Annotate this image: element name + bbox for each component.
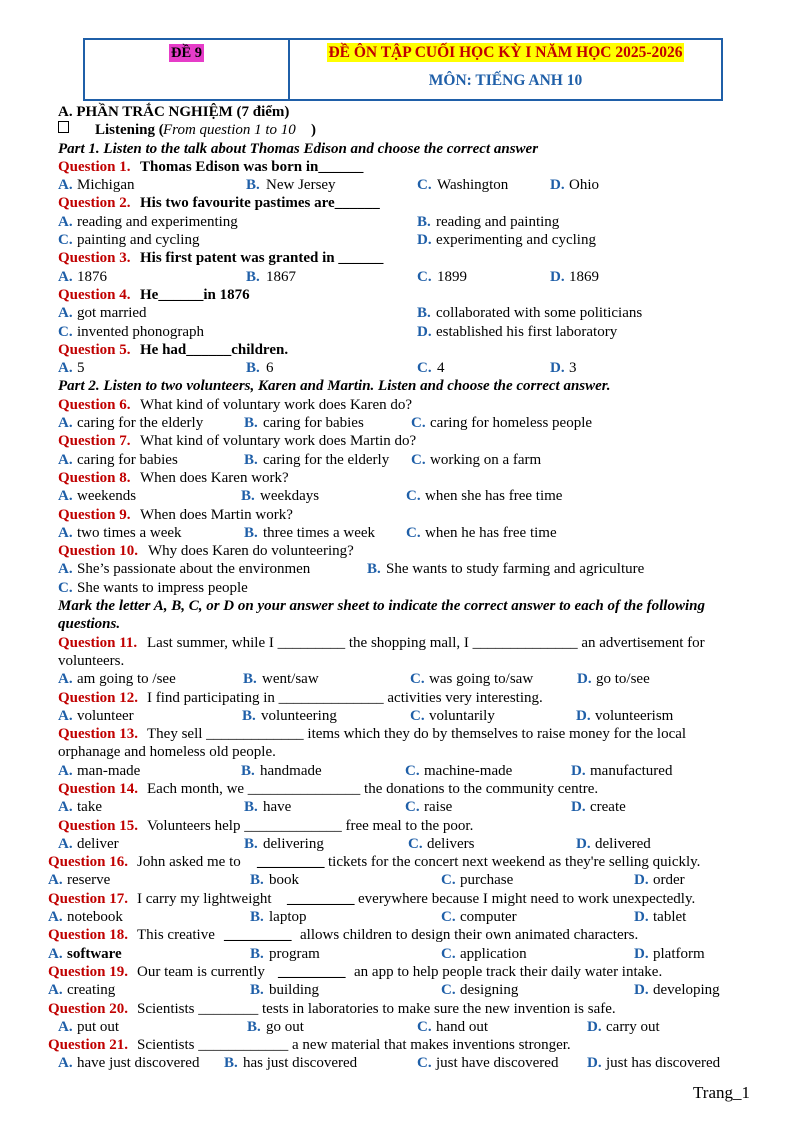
text-segment: 1899 <box>437 268 467 285</box>
text-segment: just have discovered <box>436 1055 559 1072</box>
text-segment: caring for babies <box>263 415 364 432</box>
text-segment: 1867 <box>266 268 296 285</box>
option-letter: B. <box>246 360 260 377</box>
option-letter: C. <box>417 360 432 377</box>
text-line <box>0 560 794 578</box>
checkbox-icon <box>58 121 69 133</box>
text-line <box>0 140 794 158</box>
question-number: Question 15. <box>58 817 139 834</box>
text-line <box>0 158 794 176</box>
option-letter: C. <box>405 799 420 816</box>
option-letter: D. <box>587 1055 602 1072</box>
text-line <box>0 1036 794 1054</box>
text-line <box>0 213 794 231</box>
option-letter: B. <box>417 213 431 230</box>
text-segment: His two favourite pastimes are______ <box>140 195 380 212</box>
text-line <box>0 670 794 688</box>
option-letter: A. <box>48 945 63 962</box>
text-line <box>0 835 794 853</box>
option-letter: A. <box>58 177 73 194</box>
option-letter: A. <box>58 762 73 779</box>
exam-subject: MÔN: TIẾNG ANH 10 <box>428 72 583 89</box>
text-segment: manufactured <box>590 762 673 779</box>
text-segment: weekends <box>77 488 137 505</box>
option-letter: C. <box>441 909 456 926</box>
option-letter: D. <box>417 232 432 249</box>
text-segment: He had______children. <box>140 341 289 358</box>
text-segment: She wants to impress people <box>77 579 248 596</box>
option-letter: D. <box>577 671 592 688</box>
question-number: Question 4. <box>58 286 131 303</box>
text-segment: painting and cycling <box>77 232 200 249</box>
text-segment: From question 1 to 10 <box>163 122 296 139</box>
text-line <box>0 377 794 395</box>
text-segment: laptop <box>269 909 307 926</box>
text-segment: New Jersey <box>266 177 336 194</box>
text-line <box>0 890 794 908</box>
option-letter: C. <box>411 451 426 468</box>
text-segment: program <box>269 945 320 962</box>
text-segment: two times a week <box>77 524 182 541</box>
option-letter: D. <box>634 872 649 889</box>
text-line <box>0 615 794 633</box>
option-letter: A. <box>48 872 63 889</box>
text-segment: three times a week <box>263 524 376 541</box>
text-line <box>0 103 794 121</box>
option-letter: A. <box>58 671 73 688</box>
text-segment: purchase <box>460 872 514 889</box>
option-letter: B. <box>250 909 264 926</box>
text-line <box>0 304 794 322</box>
question-number: Question 5. <box>58 341 131 358</box>
question-number: Question 12. <box>58 689 139 706</box>
text-segment: handmade <box>260 762 322 779</box>
option-letter: A. <box>48 982 63 999</box>
option-letter: B. <box>250 872 264 889</box>
text-line <box>0 231 794 249</box>
question-number: Question 16. <box>48 854 129 871</box>
text-segment: established his first laboratory <box>436 323 618 340</box>
text-segment: caring for the elderly <box>77 415 204 432</box>
text-segment: John asked me to <box>137 854 241 871</box>
option-letter: A. <box>58 360 73 377</box>
text-segment: Each month, we _______________ the donations to the community centre. <box>147 780 599 797</box>
option-letter: C. <box>441 982 456 999</box>
text-segment: Why does Karen do volunteering? <box>148 543 354 560</box>
option-letter: C. <box>417 177 432 194</box>
text-segment: allows children to design their own animated characters. <box>300 927 639 944</box>
option-letter: A. <box>58 707 73 724</box>
option-letter: C. <box>58 323 73 340</box>
text-segment: delivering <box>263 835 324 852</box>
text-segment: when she has free time <box>425 488 563 505</box>
text-line <box>0 634 794 652</box>
option-letter: D. <box>571 799 586 816</box>
text-line <box>0 652 794 670</box>
option-letter: A. <box>58 561 73 578</box>
text-segment: raise <box>424 799 453 816</box>
text-segment: Scientists ________ tests in laboratories to make sure the new invention is safe. <box>137 1000 616 1017</box>
text-segment: orphanage and homeless old people. <box>58 744 276 761</box>
text-segment: Volunteers help _____________ free meal to the poor. <box>147 817 474 834</box>
text-line <box>0 743 794 761</box>
option-letter: C. <box>58 579 73 596</box>
text-segment: questions. <box>58 616 121 633</box>
text-segment: book <box>269 872 299 889</box>
text-line <box>0 286 794 304</box>
option-letter: D. <box>550 360 565 377</box>
text-segment: Part 1. Listen to the talk about Thomas Edison and choose the correct answer <box>58 140 539 157</box>
text-line <box>0 762 794 780</box>
option-letter: B. <box>250 945 264 962</box>
question-number: Question 17. <box>48 890 129 907</box>
text-segment: software <box>67 945 122 962</box>
option-letter: B. <box>224 1055 238 1072</box>
option-letter: A. <box>58 451 73 468</box>
text-segment: Thomas Edison was born in______ <box>140 158 364 175</box>
text-segment: am going to /see <box>77 671 176 688</box>
text-line <box>0 268 794 286</box>
text-segment: application <box>460 945 527 962</box>
question-number: Question 7. <box>58 433 131 450</box>
text-segment: developing <box>653 982 720 999</box>
text-segment: A. PHẦN TRẮC NGHIỆM (7 điểm) <box>58 104 290 120</box>
option-letter: D. <box>576 707 591 724</box>
text-segment: 5 <box>77 360 85 377</box>
text-segment: ) <box>311 122 316 139</box>
text-segment: I carry my lightweight <box>137 890 272 907</box>
option-letter: D. <box>634 982 649 999</box>
text-segment: Ohio <box>569 177 599 194</box>
option-letter: B. <box>244 524 258 541</box>
option-letter: C. <box>411 415 426 432</box>
text-line <box>0 689 794 707</box>
question-number: Question 1. <box>58 158 131 175</box>
text-segment: put out <box>77 1018 120 1035</box>
option-letter: C. <box>406 488 421 505</box>
option-letter: D. <box>550 268 565 285</box>
option-letter: C. <box>441 945 456 962</box>
option-letter: C. <box>417 268 432 285</box>
option-letter: D. <box>571 762 586 779</box>
text-segment: They sell _____________ items which they do by themselves to raise money for the local <box>147 726 687 743</box>
text-line <box>0 121 794 139</box>
question-number: Question 14. <box>58 780 139 797</box>
question-number: Question 3. <box>58 250 131 267</box>
text-segment: invented phonograph <box>77 323 205 340</box>
text-line <box>0 780 794 798</box>
text-segment: have just discovered <box>77 1055 200 1072</box>
option-letter: B. <box>417 305 431 322</box>
option-letter: C. <box>417 1018 432 1035</box>
text-segment: weekdays <box>260 488 320 505</box>
question-number: Question 8. <box>58 469 131 486</box>
question-number: Question 21. <box>48 1037 129 1054</box>
text-line <box>0 249 794 267</box>
option-letter: A. <box>58 488 73 505</box>
text-line <box>0 432 794 450</box>
option-letter: B. <box>247 1018 261 1035</box>
text-line <box>0 579 794 597</box>
option-letter: C. <box>417 1055 432 1072</box>
text-line <box>0 725 794 743</box>
text-segment: create <box>590 799 626 816</box>
text-segment: volunteerism <box>595 707 674 724</box>
text-segment: collaborated with some politicians <box>436 305 643 322</box>
exam-title: ĐỀ ÔN TẬP CUỐI HỌC KỲ I NĂM HỌC 2025-2026 <box>328 44 683 61</box>
text-line <box>0 506 794 524</box>
text-segment: Mark the letter A, B, C, or D on your answer sheet to indicate the correct answer to each of the following <box>58 598 705 615</box>
text-segment: volunteers. <box>58 652 125 669</box>
text-segment: take <box>77 799 102 816</box>
text-line <box>0 926 794 944</box>
question-number: Question 6. <box>58 396 131 413</box>
option-letter: B. <box>246 177 260 194</box>
text-segment: I find participating in ______________ activities very interesting. <box>147 689 543 706</box>
option-letter: C. <box>410 707 425 724</box>
option-letter: D. <box>634 909 649 926</box>
text-segment: Michigan <box>77 177 135 194</box>
option-letter: B. <box>250 982 264 999</box>
text-segment: caring for homeless people <box>430 415 593 432</box>
question-number: Question 13. <box>58 726 139 743</box>
option-letter: B. <box>243 671 257 688</box>
text-line <box>0 908 794 926</box>
text-line <box>0 798 794 816</box>
option-letter: C. <box>406 524 421 541</box>
text-segment: notebook <box>67 909 123 926</box>
exam-body <box>0 103 794 1073</box>
text-segment: just has discovered <box>606 1055 721 1072</box>
text-line <box>0 707 794 725</box>
text-line <box>0 414 794 432</box>
text-segment: This creative <box>137 927 215 944</box>
option-letter: C. <box>405 762 420 779</box>
text-segment: platform <box>653 945 705 962</box>
text-segment: man-made <box>77 762 141 779</box>
text-segment: designing <box>460 982 519 999</box>
question-number: Question 19. <box>48 963 129 980</box>
text-segment: _________ <box>224 927 292 944</box>
exam-number-badge: ĐỀ 9 <box>170 45 203 61</box>
text-segment: deliver <box>77 835 119 852</box>
text-segment: an app to help people track their daily water intake. <box>354 963 663 980</box>
text-segment: got married <box>77 305 147 322</box>
option-letter: A. <box>58 305 73 322</box>
text-segment: building <box>269 982 320 999</box>
text-segment: Listening ( <box>95 122 164 139</box>
text-line <box>0 1018 794 1036</box>
option-letter: B. <box>244 799 258 816</box>
option-letter: B. <box>367 561 381 578</box>
text-segment: _________ <box>257 854 325 871</box>
text-line <box>0 542 794 560</box>
text-segment: When does Martin work? <box>140 506 293 523</box>
text-segment: 1869 <box>569 268 599 285</box>
text-line <box>0 597 794 615</box>
text-segment: Our team is currently <box>137 963 265 980</box>
question-number: Question 2. <box>58 195 131 212</box>
option-letter: A. <box>58 1018 73 1035</box>
text-line <box>0 945 794 963</box>
text-segment: volunteering <box>261 707 337 724</box>
text-segment: go to/see <box>596 671 650 688</box>
option-letter: A. <box>58 835 73 852</box>
text-segment: delivered <box>595 835 651 852</box>
text-segment: caring for the elderly <box>263 451 390 468</box>
option-letter: C. <box>441 872 456 889</box>
option-letter: A. <box>58 415 73 432</box>
text-line <box>0 817 794 835</box>
exam-title-cell <box>290 40 721 99</box>
text-line <box>0 871 794 889</box>
text-segment: _________ <box>278 963 346 980</box>
option-letter: D. <box>576 835 591 852</box>
option-letter: B. <box>244 451 258 468</box>
text-line <box>0 341 794 359</box>
text-segment: reading and experimenting <box>77 213 238 230</box>
text-segment: hand out <box>436 1018 489 1035</box>
text-segment: _________ <box>287 890 355 907</box>
option-letter: B. <box>244 415 258 432</box>
text-line <box>0 853 794 871</box>
text-segment: when he has free time <box>425 524 557 541</box>
text-line <box>0 176 794 194</box>
text-segment: caring for babies <box>77 451 178 468</box>
option-letter: B. <box>241 488 255 505</box>
text-segment: creating <box>67 982 116 999</box>
text-segment: tickets for the concert next weekend as they're selling quickly. <box>328 854 701 871</box>
exam-number-cell <box>85 40 290 99</box>
text-segment: everywhere because I might need to work unexpectedly. <box>358 890 696 907</box>
option-letter: C. <box>58 232 73 249</box>
text-segment: experimenting and cycling <box>436 232 596 249</box>
option-letter: D. <box>634 945 649 962</box>
option-letter: A. <box>58 1055 73 1072</box>
option-letter: A. <box>48 909 63 926</box>
text-segment: Washington <box>437 177 509 194</box>
text-segment: Last summer, while I _________ the shopping mall, I ______________ an advertisement for <box>147 634 705 651</box>
text-segment: Scientists ____________ a new material that makes inventions stronger. <box>137 1037 571 1054</box>
exam-header <box>83 38 723 101</box>
option-letter: A. <box>58 268 73 285</box>
text-line <box>0 323 794 341</box>
text-segment: What kind of voluntary work does Martin do? <box>140 433 417 450</box>
text-line <box>0 524 794 542</box>
text-segment: volunteer <box>77 707 134 724</box>
question-number: Question 11. <box>58 634 138 651</box>
option-letter: D. <box>417 323 432 340</box>
text-segment: Part 2. Listen to two volunteers, Karen and Martin. Listen and choose the correct answer. <box>58 378 611 395</box>
text-segment: computer <box>460 909 517 926</box>
text-segment: He______in 1876 <box>140 286 250 303</box>
option-letter: A. <box>58 213 73 230</box>
question-number: Question 18. <box>48 927 129 944</box>
text-segment: reserve <box>67 872 111 889</box>
option-letter: B. <box>241 762 255 779</box>
text-segment: His first patent was granted in ______ <box>140 250 384 267</box>
text-line <box>0 469 794 487</box>
text-segment: carry out <box>606 1018 660 1035</box>
text-line <box>0 487 794 505</box>
question-number: Question 20. <box>48 1000 129 1017</box>
option-letter: C. <box>408 835 423 852</box>
text-segment: machine-made <box>424 762 513 779</box>
question-number: Question 10. <box>58 543 139 560</box>
option-letter: A. <box>58 799 73 816</box>
text-segment: order <box>653 872 685 889</box>
text-segment: She’s passionate about the environmen <box>77 561 311 578</box>
text-line <box>0 1054 794 1072</box>
text-line <box>0 194 794 212</box>
text-segment: 3 <box>569 360 577 377</box>
text-segment: was going to/saw <box>429 671 534 688</box>
text-segment: went/saw <box>262 671 319 688</box>
option-letter: C. <box>410 671 425 688</box>
question-number: Question 9. <box>58 506 131 523</box>
text-segment: reading and painting <box>436 213 560 230</box>
text-segment: working on a farm <box>430 451 542 468</box>
text-segment: 1876 <box>77 268 107 285</box>
page-number: Trang_1 <box>693 1083 750 1102</box>
option-letter: B. <box>246 268 260 285</box>
text-line <box>0 981 794 999</box>
text-segment: 4 <box>437 360 445 377</box>
text-segment: When does Karen work? <box>140 469 289 486</box>
text-segment: tablet <box>653 909 687 926</box>
text-line <box>0 963 794 981</box>
text-segment: go out <box>266 1018 304 1035</box>
text-line <box>0 451 794 469</box>
option-letter: B. <box>242 707 256 724</box>
text-line <box>0 396 794 414</box>
text-line <box>0 1000 794 1018</box>
text-segment: has just discovered <box>243 1055 358 1072</box>
text-segment: voluntarily <box>429 707 495 724</box>
option-letter: D. <box>587 1018 602 1035</box>
option-letter: B. <box>244 835 258 852</box>
option-letter: D. <box>550 177 565 194</box>
text-segment: have <box>263 799 292 816</box>
text-segment: 6 <box>266 360 274 377</box>
text-line <box>0 359 794 377</box>
text-segment: What kind of voluntary work does Karen do? <box>140 396 413 413</box>
text-segment: delivers <box>427 835 475 852</box>
option-letter: A. <box>58 524 73 541</box>
text-segment: She wants to study farming and agriculture <box>386 561 645 578</box>
